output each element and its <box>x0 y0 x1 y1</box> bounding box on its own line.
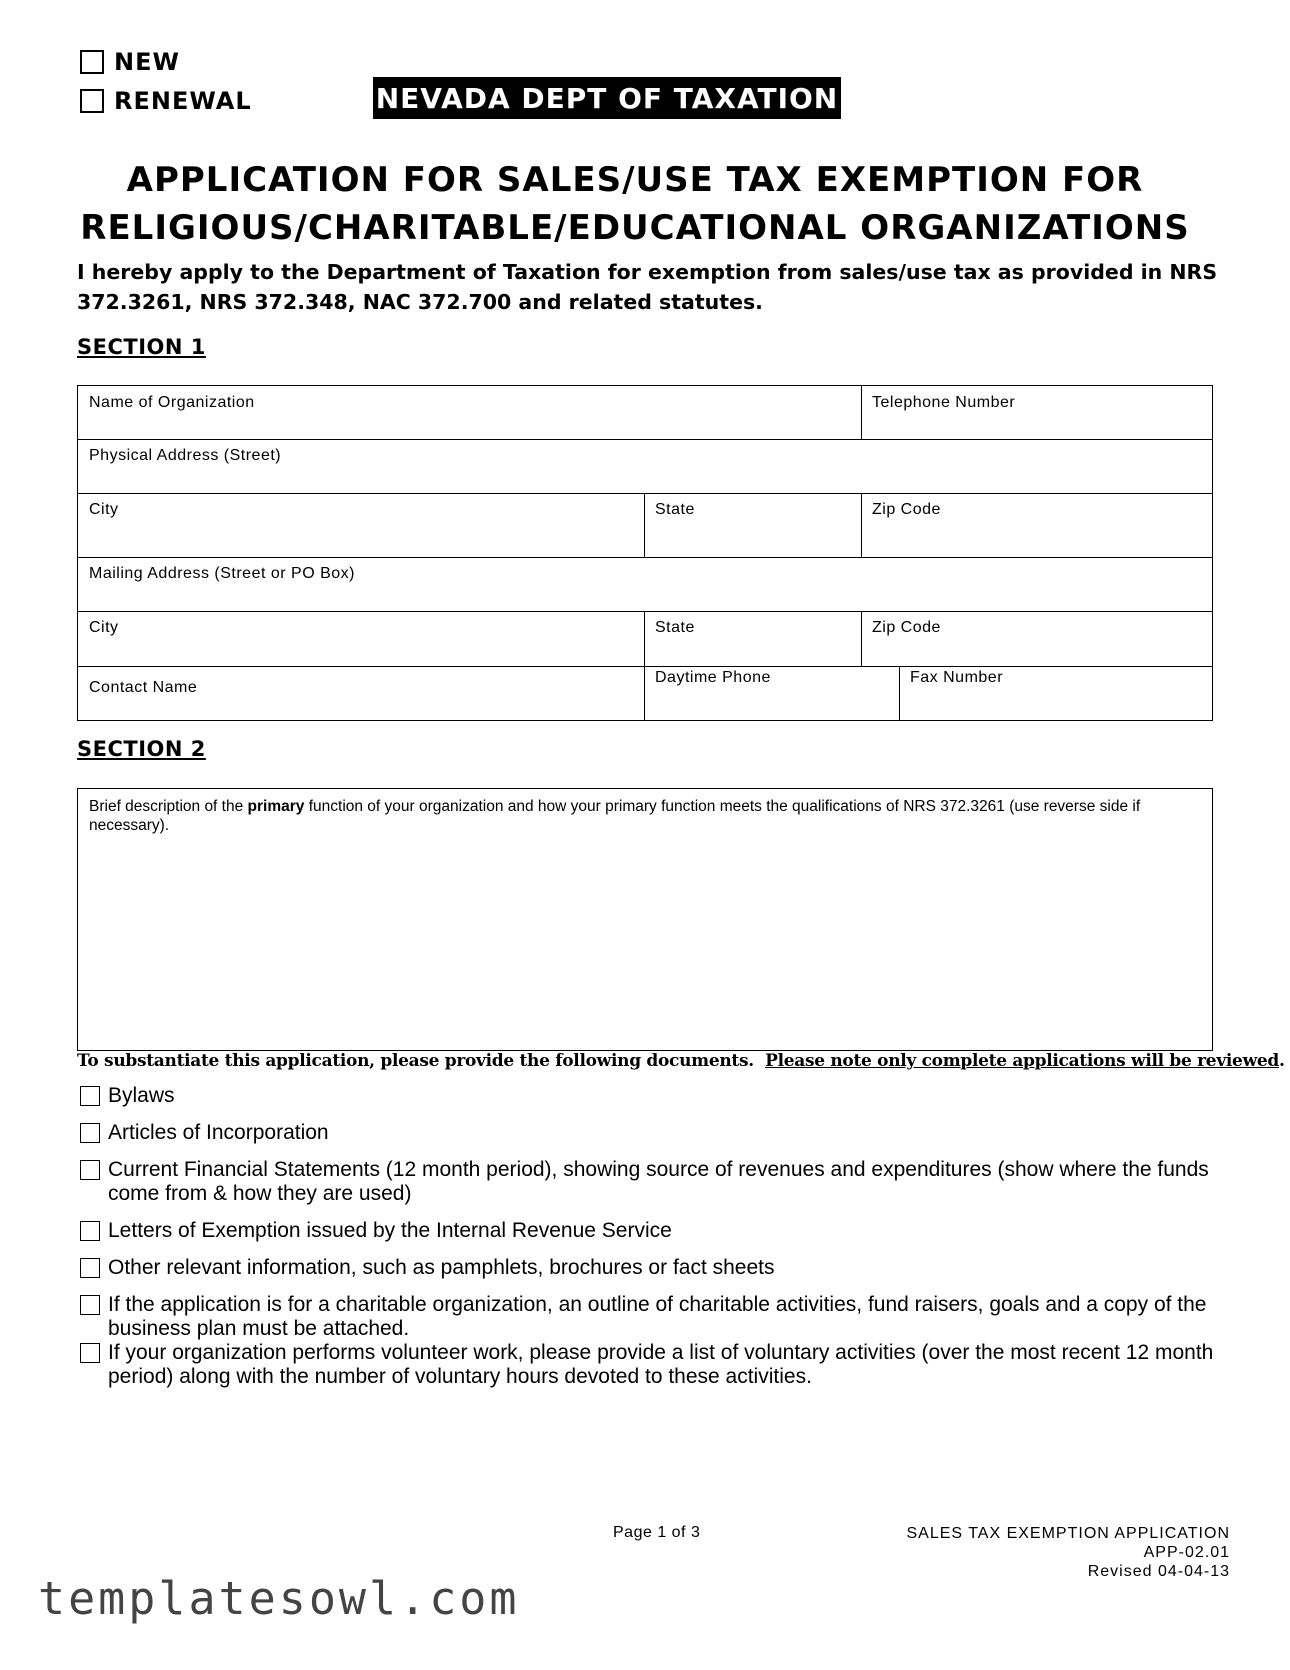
complete-applications-note: Please note only complete applications will be reviewed <box>765 1051 1280 1071</box>
org-name-field[interactable] <box>78 386 861 439</box>
mailing-zip-label: Zip Code <box>872 619 941 636</box>
doc-volunteer-list[interactable] <box>80 1341 1220 1389</box>
zip-field[interactable] <box>861 493 1212 557</box>
doc-label: If the application is for a charitable organization, an outline of charitable activities, fund raisers, goals and a copy of the business plan must be attached. <box>108 1293 1207 1340</box>
mailing-city-label: City <box>89 619 119 636</box>
section1-form <box>77 385 1213 721</box>
doc-irs-letters[interactable] <box>80 1219 1220 1243</box>
physical-address-field[interactable] <box>78 439 1212 493</box>
form-title-line1: APPLICATION FOR SALES/USE TAX EXEMPTION FOR <box>126 160 1144 200</box>
mailing-state-field[interactable] <box>644 611 861 666</box>
new-checkbox[interactable] <box>80 50 104 74</box>
mailing-address-label: Mailing Address (Street or PO Box) <box>89 565 355 582</box>
description-suffix: function of your organization and how your primary function meets the qualifications of NRS 372.3261 (use reverse side if necessary). <box>89 798 1141 834</box>
watermark: templatesowl.com <box>38 1572 520 1625</box>
mailing-city-field[interactable] <box>78 611 644 666</box>
doc-label: Letters of Exemption issued by the Internal Revenue Service <box>108 1219 672 1242</box>
mailing-address-field[interactable] <box>78 557 1212 611</box>
revised-date: Revised 04-04-13 <box>1087 1563 1230 1580</box>
doc-articles[interactable] <box>80 1121 1220 1145</box>
form-name: SALES TAX EXEMPTION APPLICATION <box>906 1525 1230 1542</box>
renewal-option[interactable] <box>80 87 252 115</box>
description-emphasis: primary <box>247 798 305 815</box>
doc-label: Current Financial Statements (12 month period), showing source of revenues and expenditures (show where the funds come from & how they are used) <box>108 1158 1209 1205</box>
description-prefix: Brief description of the <box>89 798 248 815</box>
doc-financial-statements[interactable] <box>80 1158 1220 1206</box>
mailing-state-label: State <box>655 619 695 636</box>
renewal-label: RENEWAL <box>114 87 252 115</box>
mailing-zip-field[interactable] <box>861 611 1212 666</box>
physical-address-label: Physical Address (Street) <box>89 447 282 464</box>
renewal-checkbox[interactable] <box>80 89 104 113</box>
org-name-label: Name of Organization <box>89 394 255 411</box>
intro-statement: I hereby apply to the Department of Taxation for exemption from sales/use tax as provided in NRS 372.3261, NRS 372.348, NAC 372.700 and related statutes. <box>77 260 1218 314</box>
checkbox[interactable] <box>80 1123 100 1143</box>
section1-heading: SECTION 1 <box>77 335 206 359</box>
zip-label: Zip Code <box>872 501 941 518</box>
page-number: Page 1 of 3 <box>613 1524 701 1541</box>
doc-label: Other relevant information, such as pamphlets, brochures or fact sheets <box>108 1256 775 1279</box>
daytime-phone-label: Daytime Phone <box>655 669 771 686</box>
checkbox[interactable] <box>80 1160 100 1180</box>
city-field[interactable] <box>78 493 644 557</box>
doc-label: Articles of Incorporation <box>108 1121 329 1144</box>
note-period: . <box>1279 1051 1285 1071</box>
state-label: State <box>655 501 695 518</box>
description-label <box>89 797 1199 835</box>
substantiate-text: To substantiate this application, please provide the following documents. <box>77 1051 754 1071</box>
telephone-label: Telephone Number <box>872 394 1016 411</box>
form-code: APP-02.01 <box>1143 1544 1230 1561</box>
doc-label: If your organization performs volunteer work, please provide a list of voluntary activities (over the most recent 12 month period) along with the number of voluntary hours devoted to these activities. <box>108 1341 1214 1388</box>
substantiate-instructions <box>77 1051 1285 1071</box>
fax-label: Fax Number <box>910 669 1004 686</box>
checkbox[interactable] <box>80 1086 100 1106</box>
checkbox[interactable] <box>80 1221 100 1241</box>
doc-charitable-outline[interactable] <box>80 1293 1220 1341</box>
doc-bylaws[interactable] <box>80 1084 1220 1108</box>
new-label: NEW <box>114 48 180 76</box>
doc-label: Bylaws <box>108 1084 175 1107</box>
contact-name-field[interactable] <box>78 666 644 721</box>
state-field[interactable] <box>644 493 861 557</box>
checkbox[interactable] <box>80 1343 100 1363</box>
form-title-line2: RELIGIOUS/CHARITABLE/EDUCATIONAL ORGANIZATIONS <box>80 208 1190 248</box>
doc-other-info[interactable] <box>80 1256 1220 1280</box>
description-textarea[interactable] <box>77 788 1213 1051</box>
contact-name-label: Contact Name <box>89 679 198 696</box>
fax-field[interactable] <box>899 666 1212 721</box>
checkbox[interactable] <box>80 1258 100 1278</box>
new-option[interactable] <box>80 48 180 76</box>
agency-banner: NEVADA DEPT OF TAXATION <box>373 77 841 119</box>
telephone-field[interactable] <box>861 386 1212 439</box>
section2-heading: SECTION 2 <box>77 737 206 761</box>
city-label: City <box>89 501 119 518</box>
checkbox[interactable] <box>80 1295 100 1315</box>
daytime-phone-field[interactable] <box>644 666 899 721</box>
form-id-block <box>810 1524 1230 1581</box>
